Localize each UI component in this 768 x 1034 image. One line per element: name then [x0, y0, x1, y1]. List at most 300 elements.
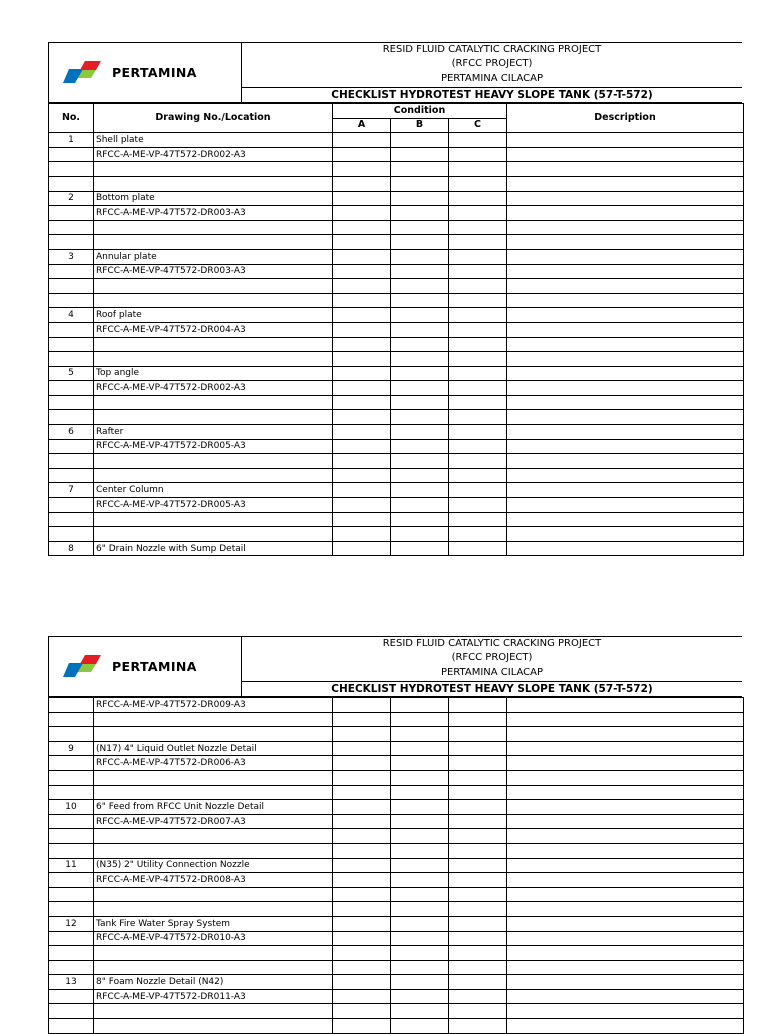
cell-cond-a[interactable]	[333, 293, 391, 308]
cell-description[interactable]	[507, 410, 744, 425]
cell-cond-c[interactable]	[449, 527, 507, 542]
cell-cond-c[interactable]	[449, 264, 507, 279]
cell-cond-b[interactable]	[391, 916, 449, 931]
cell-cond-b[interactable]	[391, 410, 449, 425]
cell-cond-a[interactable]	[333, 206, 391, 221]
cell-cond-c[interactable]	[449, 873, 507, 888]
cell-drawing: RFCC-A-ME-VP-47T572-DR009-A3	[94, 698, 333, 713]
cell-cond-c[interactable]	[449, 322, 507, 337]
cell-cond-c[interactable]	[449, 829, 507, 844]
item-row	[49, 425, 744, 440]
cell-description[interactable]	[507, 147, 744, 162]
cell-drawing: RFCC-A-ME-VP-47T572-DR008-A3	[94, 873, 333, 888]
cell-cond-b[interactable]	[391, 931, 449, 946]
cell-cond-a[interactable]	[333, 498, 391, 513]
cell-cond-b[interactable]	[391, 785, 449, 800]
cell-cond-c[interactable]	[449, 770, 507, 785]
cell-drawing: Bottom plate	[94, 191, 333, 206]
cell-cond-a[interactable]	[333, 814, 391, 829]
cell-drawing: RFCC-A-ME-VP-47T572-DR003-A3	[94, 264, 333, 279]
cell-cond-b[interactable]	[391, 395, 449, 410]
cell-cond-c[interactable]	[449, 176, 507, 191]
drawing-row	[49, 814, 744, 829]
cell-cond-c[interactable]	[449, 220, 507, 235]
cell-cond-c[interactable]	[449, 337, 507, 352]
cell-cond-b[interactable]	[391, 162, 449, 177]
cell-cond-c[interactable]	[449, 308, 507, 323]
cell-description[interactable]	[507, 1019, 744, 1034]
cell-cond-a[interactable]	[333, 279, 391, 294]
checklist-body	[49, 698, 744, 1034]
cell-cond-c[interactable]	[449, 931, 507, 946]
cell-description[interactable]	[507, 873, 744, 888]
cell-drawing	[94, 960, 333, 975]
cell-cond-b[interactable]	[391, 873, 449, 888]
cell-description[interactable]	[507, 176, 744, 191]
cell-cond-c[interactable]	[449, 162, 507, 177]
project-title-line3: PERTAMINA CILACAP	[440, 667, 544, 678]
cell-cond-b[interactable]	[391, 220, 449, 235]
cell-drawing: RFCC-A-ME-VP-47T572-DR010-A3	[94, 931, 333, 946]
cell-cond-b[interactable]	[391, 293, 449, 308]
cell-cond-b[interactable]	[391, 960, 449, 975]
cell-cond-c[interactable]	[449, 366, 507, 381]
cell-cond-b[interactable]	[391, 468, 449, 483]
cell-cond-c[interactable]	[449, 352, 507, 367]
project-title-line2: (RFCC PROJECT)	[451, 58, 533, 69]
drawing-row	[49, 264, 744, 279]
cell-no	[49, 468, 94, 483]
cell-description[interactable]	[507, 439, 744, 454]
cell-no: 5	[49, 366, 94, 381]
cell-no	[49, 147, 94, 162]
cell-description[interactable]	[507, 498, 744, 513]
cell-drawing	[94, 712, 333, 727]
cell-description[interactable]	[507, 931, 744, 946]
cell-no	[49, 989, 94, 1004]
cell-drawing	[94, 843, 333, 858]
cell-description[interactable]	[507, 352, 744, 367]
cell-cond-c[interactable]	[449, 1004, 507, 1019]
cell-cond-a[interactable]	[333, 843, 391, 858]
cell-cond-c[interactable]	[449, 512, 507, 527]
cell-description[interactable]	[507, 858, 744, 873]
cell-cond-a[interactable]	[333, 887, 391, 902]
item-row	[49, 800, 744, 815]
cell-no: 12	[49, 916, 94, 931]
company-logo-text: PERTAMINA	[112, 65, 197, 80]
cell-description[interactable]	[507, 468, 744, 483]
cell-cond-a[interactable]	[333, 712, 391, 727]
cell-description[interactable]	[507, 1004, 744, 1019]
cell-description[interactable]	[507, 191, 744, 206]
cell-cond-a[interactable]	[333, 468, 391, 483]
cell-cond-c[interactable]	[449, 887, 507, 902]
cell-cond-c[interactable]	[449, 279, 507, 294]
cell-cond-c[interactable]	[449, 975, 507, 990]
cell-cond-b[interactable]	[391, 366, 449, 381]
cell-cond-a[interactable]	[333, 133, 391, 148]
cell-drawing	[94, 770, 333, 785]
cell-cond-b[interactable]	[391, 191, 449, 206]
cell-drawing: RFCC-A-ME-VP-47T572-DR005-A3	[94, 498, 333, 513]
cell-drawing	[94, 279, 333, 294]
item-row	[49, 541, 744, 556]
item-row	[49, 308, 744, 323]
cell-cond-a[interactable]	[333, 527, 391, 542]
blank-row	[49, 1004, 744, 1019]
cell-cond-b[interactable]	[391, 712, 449, 727]
cell-cond-a[interactable]	[333, 741, 391, 756]
drawing-row	[49, 756, 744, 771]
cell-cond-a[interactable]	[333, 902, 391, 917]
cell-no	[49, 756, 94, 771]
cell-cond-b[interactable]	[391, 975, 449, 990]
cell-cond-c[interactable]	[449, 483, 507, 498]
cell-description[interactable]	[507, 814, 744, 829]
cell-no	[49, 235, 94, 250]
cell-drawing: (N35) 2" Utility Connection Nozzle	[94, 858, 333, 873]
cell-cond-b[interactable]	[391, 1019, 449, 1034]
cell-cond-a[interactable]	[333, 337, 391, 352]
cell-drawing: Shell plate	[94, 133, 333, 148]
col-header-condition: Condition	[333, 104, 507, 119]
cell-description[interactable]	[507, 829, 744, 844]
cell-cond-b[interactable]	[391, 741, 449, 756]
cell-no	[49, 1004, 94, 1019]
cell-cond-b[interactable]	[391, 352, 449, 367]
cell-cond-a[interactable]	[333, 147, 391, 162]
cell-cond-c[interactable]	[449, 727, 507, 742]
cell-drawing: 6" Feed from RFCC Unit Nozzle Detail	[94, 800, 333, 815]
cell-drawing: RFCC-A-ME-VP-47T572-DR002-A3	[94, 147, 333, 162]
blank-row	[49, 946, 744, 961]
cell-cond-a[interactable]	[333, 264, 391, 279]
cell-cond-a[interactable]	[333, 235, 391, 250]
cell-no: 8	[49, 541, 94, 556]
cell-drawing	[94, 395, 333, 410]
cell-description[interactable]	[507, 975, 744, 990]
cell-description[interactable]	[507, 712, 744, 727]
cell-cond-a[interactable]	[333, 366, 391, 381]
cell-no	[49, 946, 94, 961]
cell-cond-a[interactable]	[333, 439, 391, 454]
cell-cond-c[interactable]	[449, 425, 507, 440]
cell-description[interactable]	[507, 366, 744, 381]
cell-cond-a[interactable]	[333, 829, 391, 844]
cell-description[interactable]	[507, 960, 744, 975]
cell-cond-a[interactable]	[333, 352, 391, 367]
cell-cond-b[interactable]	[391, 829, 449, 844]
blank-row	[49, 843, 744, 858]
cell-drawing	[94, 337, 333, 352]
cell-cond-b[interactable]	[391, 512, 449, 527]
cell-cond-b[interactable]	[391, 381, 449, 396]
cell-description[interactable]	[507, 206, 744, 221]
cell-cond-b[interactable]	[391, 527, 449, 542]
cell-cond-c[interactable]	[449, 1019, 507, 1034]
cell-cond-a[interactable]	[333, 989, 391, 1004]
cell-cond-a[interactable]	[333, 220, 391, 235]
cell-cond-c[interactable]	[449, 410, 507, 425]
cell-description[interactable]	[507, 425, 744, 440]
blank-row	[49, 235, 744, 250]
cell-description[interactable]	[507, 133, 744, 148]
cell-cond-b[interactable]	[391, 541, 449, 556]
cell-description[interactable]	[507, 235, 744, 250]
blank-row	[49, 176, 744, 191]
cell-cond-a[interactable]	[333, 322, 391, 337]
cell-no	[49, 770, 94, 785]
cell-no	[49, 439, 94, 454]
cell-cond-c[interactable]	[449, 191, 507, 206]
cell-cond-b[interactable]	[391, 770, 449, 785]
cell-cond-b[interactable]	[391, 843, 449, 858]
cell-cond-c[interactable]	[449, 381, 507, 396]
cell-cond-b[interactable]	[391, 858, 449, 873]
cell-drawing	[94, 902, 333, 917]
cell-cond-b[interactable]	[391, 439, 449, 454]
cell-no: 9	[49, 741, 94, 756]
cell-cond-b[interactable]	[391, 902, 449, 917]
cell-cond-a[interactable]	[333, 975, 391, 990]
cell-cond-b[interactable]	[391, 337, 449, 352]
cell-description[interactable]	[507, 249, 744, 264]
checklist-table	[48, 103, 744, 556]
cell-no	[49, 785, 94, 800]
cell-cond-b[interactable]	[391, 756, 449, 771]
checklist-title: CHECKLIST HYDROTEST HEAVY SLOPE TANK (57-T-572)	[242, 87, 742, 102]
cell-cond-a[interactable]	[333, 308, 391, 323]
cell-drawing: Top angle	[94, 366, 333, 381]
item-row	[49, 916, 744, 931]
blank-row	[49, 337, 744, 352]
blank-row	[49, 902, 744, 917]
logo-cell	[49, 637, 242, 696]
cell-no	[49, 931, 94, 946]
cell-cond-c[interactable]	[449, 756, 507, 771]
cell-description[interactable]	[507, 770, 744, 785]
cell-cond-c[interactable]	[449, 468, 507, 483]
cell-cond-c[interactable]	[449, 206, 507, 221]
cell-no: 6	[49, 425, 94, 440]
drawing-row	[49, 147, 744, 162]
cell-cond-a[interactable]	[333, 770, 391, 785]
cell-description[interactable]	[507, 946, 744, 961]
cell-cond-a[interactable]	[333, 541, 391, 556]
cell-cond-b[interactable]	[391, 235, 449, 250]
cell-cond-a[interactable]	[333, 916, 391, 931]
cell-description[interactable]	[507, 162, 744, 177]
cell-description[interactable]	[507, 322, 744, 337]
cell-cond-c[interactable]	[449, 541, 507, 556]
cell-cond-c[interactable]	[449, 293, 507, 308]
cell-cond-a[interactable]	[333, 395, 391, 410]
blank-row	[49, 279, 744, 294]
cell-cond-c[interactable]	[449, 814, 507, 829]
cell-cond-a[interactable]	[333, 162, 391, 177]
cell-description[interactable]	[507, 512, 744, 527]
cell-no	[49, 727, 94, 742]
cell-drawing: Tank Fire Water Spray System	[94, 916, 333, 931]
cell-cond-b[interactable]	[391, 498, 449, 513]
blank-row	[49, 785, 744, 800]
cell-cond-b[interactable]	[391, 814, 449, 829]
cell-cond-c[interactable]	[449, 147, 507, 162]
cell-cond-c[interactable]	[449, 235, 507, 250]
cell-cond-c[interactable]	[449, 249, 507, 264]
item-row	[49, 483, 744, 498]
cell-description[interactable]	[507, 395, 744, 410]
cell-cond-a[interactable]	[333, 1004, 391, 1019]
cell-drawing: RFCC-A-ME-VP-47T572-DR004-A3	[94, 322, 333, 337]
cell-cond-a[interactable]	[333, 191, 391, 206]
cell-no	[49, 352, 94, 367]
cell-cond-c[interactable]	[449, 800, 507, 815]
cell-cond-c[interactable]	[449, 843, 507, 858]
cell-cond-a[interactable]	[333, 960, 391, 975]
cell-drawing	[94, 468, 333, 483]
cell-description[interactable]	[507, 483, 744, 498]
checklist-body	[49, 133, 744, 556]
cell-cond-b[interactable]	[391, 425, 449, 440]
cell-no	[49, 293, 94, 308]
cell-cond-a[interactable]	[333, 483, 391, 498]
cell-cond-c[interactable]	[449, 785, 507, 800]
cell-description[interactable]	[507, 741, 744, 756]
drawing-row	[49, 439, 744, 454]
blank-row	[49, 454, 744, 469]
cell-cond-b[interactable]	[391, 206, 449, 221]
cell-cond-a[interactable]	[333, 425, 391, 440]
blank-row	[49, 352, 744, 367]
cell-description[interactable]	[507, 843, 744, 858]
cell-description[interactable]	[507, 337, 744, 352]
cell-cond-b[interactable]	[391, 264, 449, 279]
project-title-line1: RESID FLUID CATALYTIC CRACKING PROJECT	[382, 44, 602, 55]
cell-cond-b[interactable]	[391, 989, 449, 1004]
cell-cond-c[interactable]	[449, 902, 507, 917]
cell-no	[49, 264, 94, 279]
cell-cond-b[interactable]	[391, 147, 449, 162]
cell-description[interactable]	[507, 220, 744, 235]
cell-drawing: RFCC-A-ME-VP-47T572-DR007-A3	[94, 814, 333, 829]
cell-cond-a[interactable]	[333, 873, 391, 888]
cell-cond-a[interactable]	[333, 931, 391, 946]
cell-cond-b[interactable]	[391, 887, 449, 902]
cell-drawing	[94, 176, 333, 191]
cell-cond-a[interactable]	[333, 176, 391, 191]
cell-cond-a[interactable]	[333, 946, 391, 961]
cell-cond-b[interactable]	[391, 249, 449, 264]
cell-cond-a[interactable]	[333, 249, 391, 264]
cell-cond-b[interactable]	[391, 698, 449, 713]
cell-cond-a[interactable]	[333, 454, 391, 469]
checklist-title: CHECKLIST HYDROTEST HEAVY SLOPE TANK (57-T-572)	[242, 681, 742, 696]
cell-cond-c[interactable]	[449, 858, 507, 873]
cell-cond-b[interactable]	[391, 454, 449, 469]
cell-no	[49, 512, 94, 527]
col-header-b: B	[391, 118, 449, 133]
cell-cond-c[interactable]	[449, 916, 507, 931]
cell-no	[49, 814, 94, 829]
cell-cond-a[interactable]	[333, 756, 391, 771]
cell-description[interactable]	[507, 381, 744, 396]
cell-cond-b[interactable]	[391, 946, 449, 961]
cell-cond-a[interactable]	[333, 1019, 391, 1034]
cell-cond-b[interactable]	[391, 727, 449, 742]
cell-cond-b[interactable]	[391, 133, 449, 148]
cell-description[interactable]	[507, 800, 744, 815]
cell-description[interactable]	[507, 902, 744, 917]
cell-cond-a[interactable]	[333, 727, 391, 742]
cell-description[interactable]	[507, 279, 744, 294]
cell-description[interactable]	[507, 916, 744, 931]
company-logo-text: PERTAMINA	[112, 659, 197, 674]
cell-description[interactable]	[507, 887, 744, 902]
blank-row	[49, 1019, 744, 1034]
cell-cond-c[interactable]	[449, 741, 507, 756]
cell-cond-a[interactable]	[333, 381, 391, 396]
cell-drawing: RFCC-A-ME-VP-47T572-DR011-A3	[94, 989, 333, 1004]
cell-cond-a[interactable]	[333, 410, 391, 425]
cell-description[interactable]	[507, 527, 744, 542]
cell-description[interactable]	[507, 308, 744, 323]
cell-cond-b[interactable]	[391, 308, 449, 323]
cell-description[interactable]	[507, 727, 744, 742]
cell-cond-b[interactable]	[391, 176, 449, 191]
cell-description[interactable]	[507, 756, 744, 771]
cell-cond-a[interactable]	[333, 800, 391, 815]
blank-row	[49, 410, 744, 425]
blank-row	[49, 395, 744, 410]
cell-cond-b[interactable]	[391, 279, 449, 294]
cell-description[interactable]	[507, 293, 744, 308]
cell-cond-b[interactable]	[391, 322, 449, 337]
cell-no	[49, 381, 94, 396]
cell-cond-a[interactable]	[333, 512, 391, 527]
cell-cond-c[interactable]	[449, 712, 507, 727]
cell-description[interactable]	[507, 541, 744, 556]
cell-cond-a[interactable]	[333, 785, 391, 800]
cell-cond-c[interactable]	[449, 454, 507, 469]
cell-no	[49, 322, 94, 337]
cell-description[interactable]	[507, 785, 744, 800]
cell-cond-c[interactable]	[449, 960, 507, 975]
cell-cond-c[interactable]	[449, 498, 507, 513]
cell-cond-b[interactable]	[391, 800, 449, 815]
cell-cond-a[interactable]	[333, 858, 391, 873]
cell-drawing: RFCC-A-ME-VP-47T572-DR005-A3	[94, 439, 333, 454]
cell-cond-c[interactable]	[449, 698, 507, 713]
cell-cond-c[interactable]	[449, 946, 507, 961]
cell-cond-a[interactable]	[333, 698, 391, 713]
cell-no	[49, 829, 94, 844]
cell-cond-c[interactable]	[449, 989, 507, 1004]
cell-description[interactable]	[507, 454, 744, 469]
cell-cond-b[interactable]	[391, 1004, 449, 1019]
cell-cond-c[interactable]	[449, 439, 507, 454]
cell-description[interactable]	[507, 264, 744, 279]
cell-drawing	[94, 235, 333, 250]
cell-cond-c[interactable]	[449, 133, 507, 148]
cell-cond-b[interactable]	[391, 483, 449, 498]
cell-no: 1	[49, 133, 94, 148]
cell-description[interactable]	[507, 989, 744, 1004]
blank-row	[49, 162, 744, 177]
cell-cond-c[interactable]	[449, 395, 507, 410]
cell-description[interactable]	[507, 698, 744, 713]
